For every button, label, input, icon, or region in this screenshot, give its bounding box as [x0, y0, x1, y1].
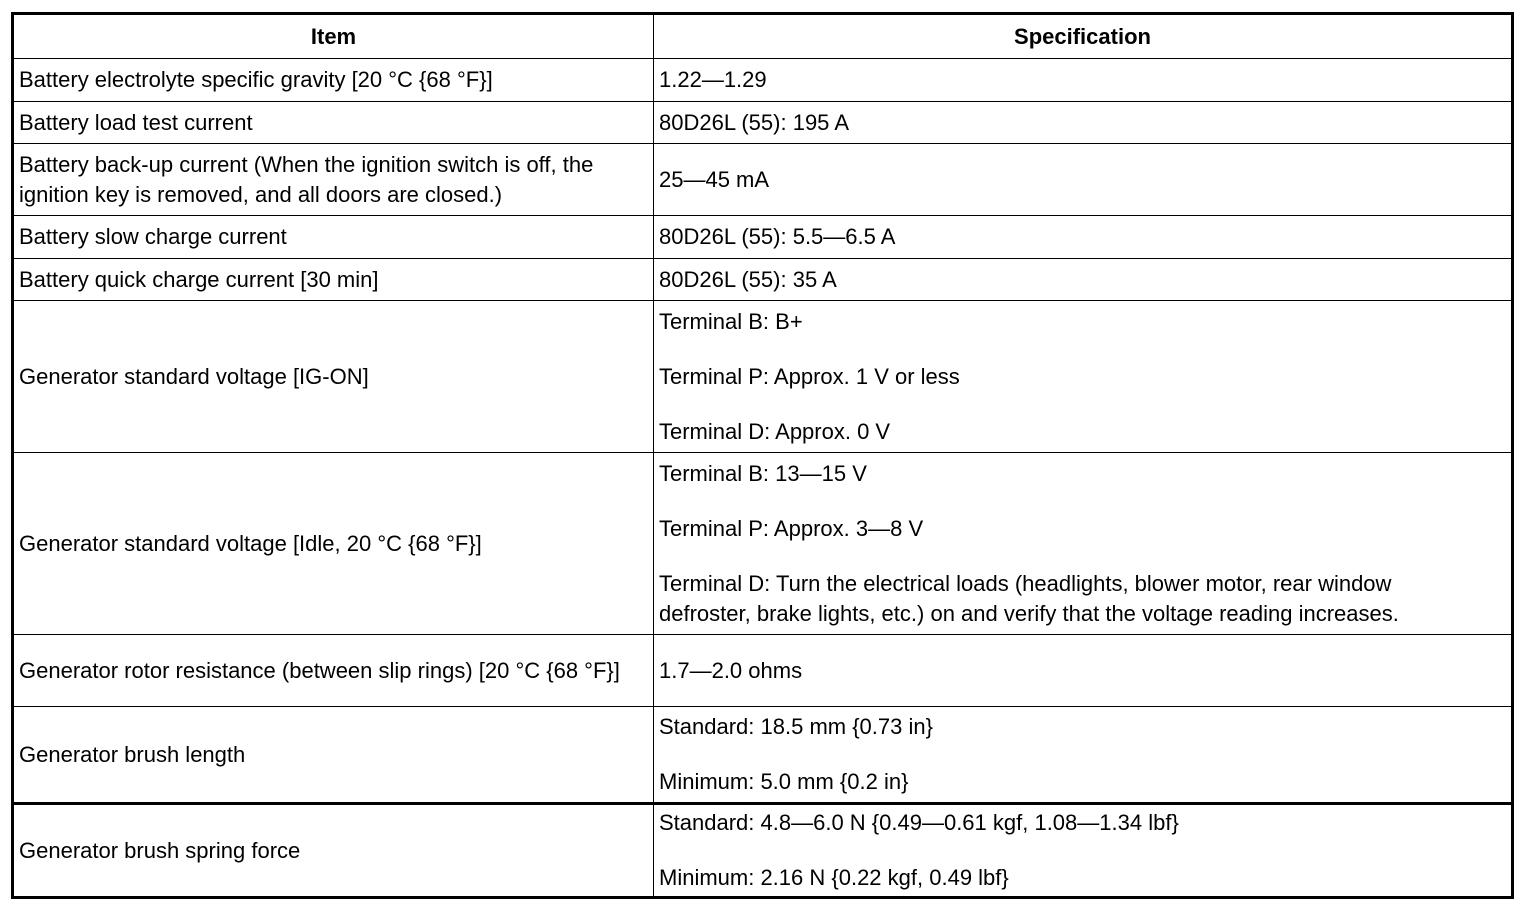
spec-cell [654, 301, 1513, 453]
spec-line: Minimum: 2.16 N {0.22 kgf, 0.49 lbf} [659, 865, 1009, 890]
table-row [13, 301, 1513, 453]
item-cell: Battery load test current [13, 102, 654, 144]
spec-line: defroster, brake lights, etc.) on and verify that the voltage reading increases. [659, 600, 1399, 626]
table-header-row [13, 14, 1513, 59]
spec-line: Terminal P: Approx. 1 V or less [659, 363, 960, 389]
table-row [13, 259, 1513, 301]
table-row [13, 804, 1513, 898]
table-row [13, 707, 1513, 804]
spec-line: Terminal B: B+ [659, 308, 803, 334]
spec-cell [654, 707, 1513, 804]
table-row [13, 59, 1513, 102]
specification-table [11, 12, 1514, 899]
spec-line: Standard: 18.5 mm {0.73 in} [659, 714, 933, 739]
column-header-item: Item [13, 14, 654, 59]
item-cell: Generator brush length [13, 707, 654, 804]
spec-line: 80D26L (55): 35 A [659, 266, 837, 292]
item-cell: Generator standard voltage [Idle, 20 °C {68 °F}] [13, 453, 654, 635]
spec-cell [654, 259, 1513, 301]
item-cell: Generator standard voltage [IG-ON] [13, 301, 654, 453]
spec-line: Terminal D: Turn the electrical loads (headlights, blower motor, rear window [659, 570, 1392, 596]
spec-cell [654, 59, 1513, 102]
spec-line: 80D26L (55): 195 A [659, 109, 849, 135]
item-cell: Generator rotor resistance (between slip rings) [20 °C {68 °F}] [13, 635, 654, 707]
spec-line: Terminal B: 13—15 V [659, 460, 867, 486]
spec-line: Minimum: 5.0 mm {0.2 in} [659, 769, 909, 794]
spec-line: 1.7—2.0 ohms [659, 657, 803, 683]
table-row [13, 216, 1513, 259]
table-row [13, 144, 1513, 216]
spec-line: Terminal D: Approx. 0 V [659, 418, 891, 444]
item-cell: Battery slow charge current [13, 216, 654, 259]
spec-cell [654, 102, 1513, 144]
table-row [13, 102, 1513, 144]
column-header-specification: Specification [654, 14, 1513, 59]
spec-cell [654, 216, 1513, 259]
table-row [13, 635, 1513, 707]
spec-line: Standard: 4.8—6.0 N {0.49—0.61 kgf, 1.08—1.34 lbf} [659, 810, 1179, 835]
item-cell: Battery back-up current (When the ignition switch is off, the ignition key is removed, and all doors are closed.) [13, 144, 654, 216]
table-row [13, 453, 1513, 635]
spec-line: 1.22—1.29 [659, 67, 767, 92]
spec-line: 80D26L (55): 5.5—6.5 A [659, 224, 896, 249]
item-cell: Generator brush spring force [13, 804, 654, 898]
item-cell: Battery electrolyte specific gravity [20 °C {68 °F}] [13, 59, 654, 102]
item-cell: Battery quick charge current [30 min] [13, 259, 654, 301]
spec-line: 25—45 mA [659, 166, 770, 192]
spec-cell [654, 144, 1513, 216]
spec-line: Terminal P: Approx. 3—8 V [659, 515, 924, 541]
spec-cell [654, 804, 1513, 898]
spec-cell [654, 635, 1513, 707]
spec-cell [654, 453, 1513, 635]
